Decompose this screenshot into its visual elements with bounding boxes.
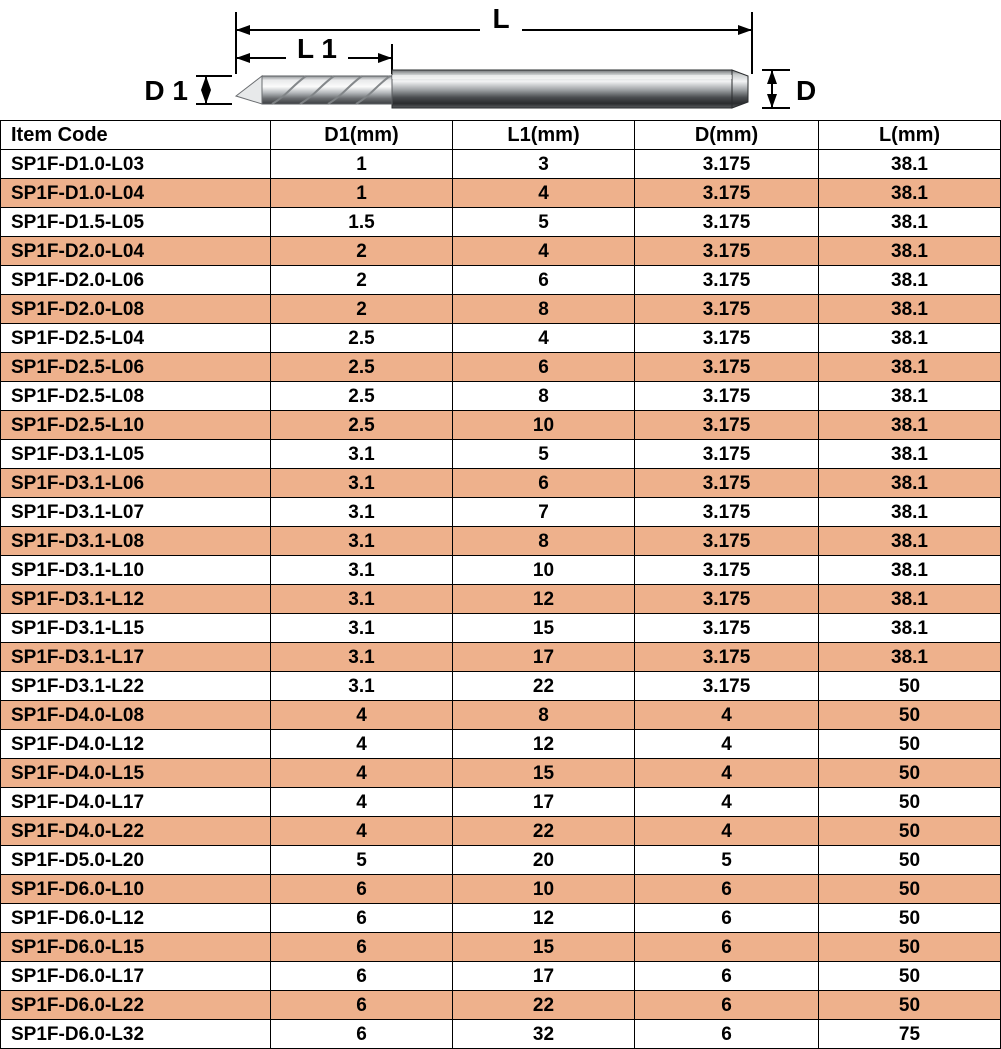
cell-value: 12 xyxy=(453,585,635,614)
cell-value: 38.1 xyxy=(819,237,1001,266)
cell-value: 4 xyxy=(271,759,453,788)
cell-item-code: SP1F-D3.1-L17 xyxy=(1,643,271,672)
cell-item-code: SP1F-D6.0-L22 xyxy=(1,991,271,1020)
cell-value: 12 xyxy=(453,904,635,933)
cell-value: 3.175 xyxy=(635,382,819,411)
cell-item-code: SP1F-D6.0-L10 xyxy=(1,875,271,904)
table-row xyxy=(1,730,1001,759)
cell-value: 2.5 xyxy=(271,353,453,382)
label-D1: D 1 xyxy=(144,75,188,106)
cell-value: 3.1 xyxy=(271,469,453,498)
cell-value: 3.1 xyxy=(271,498,453,527)
cell-value: 1 xyxy=(271,179,453,208)
cell-value: 3.175 xyxy=(635,324,819,353)
table-row xyxy=(1,585,1001,614)
cell-value: 75 xyxy=(819,1020,1001,1049)
cell-item-code: SP1F-D6.0-L17 xyxy=(1,962,271,991)
cell-value: 3.175 xyxy=(635,614,819,643)
cell-value: 3.1 xyxy=(271,614,453,643)
table-row xyxy=(1,1020,1001,1049)
cell-value: 4 xyxy=(635,817,819,846)
cell-value: 10 xyxy=(453,411,635,440)
cell-value: 3.175 xyxy=(635,266,819,295)
cell-value: 5 xyxy=(635,846,819,875)
cell-value: 22 xyxy=(453,672,635,701)
table-row xyxy=(1,324,1001,353)
cell-item-code: SP1F-D2.0-L06 xyxy=(1,266,271,295)
cell-value: 3.175 xyxy=(635,150,819,179)
table-row xyxy=(1,701,1001,730)
cell-item-code: SP1F-D3.1-L10 xyxy=(1,556,271,585)
cell-value: 8 xyxy=(453,701,635,730)
table-row xyxy=(1,266,1001,295)
table-header xyxy=(1,121,1001,150)
cell-item-code: SP1F-D2.5-L06 xyxy=(1,353,271,382)
cell-value: 38.1 xyxy=(819,324,1001,353)
cell-value: 7 xyxy=(453,498,635,527)
cell-value: 2 xyxy=(271,295,453,324)
cell-value: 4 xyxy=(453,324,635,353)
cell-value: 6 xyxy=(453,353,635,382)
cell-value: 4 xyxy=(453,179,635,208)
cell-value: 6 xyxy=(635,933,819,962)
table-row xyxy=(1,846,1001,875)
cell-item-code: SP1F-D3.1-L08 xyxy=(1,527,271,556)
cell-value: 38.1 xyxy=(819,150,1001,179)
cell-value: 6 xyxy=(635,875,819,904)
table-row xyxy=(1,469,1001,498)
cell-value: 50 xyxy=(819,991,1001,1020)
cell-value: 3.175 xyxy=(635,672,819,701)
cell-value: 6 xyxy=(635,904,819,933)
cell-value: 3.175 xyxy=(635,353,819,382)
cell-value: 3.1 xyxy=(271,672,453,701)
cell-value: 50 xyxy=(819,875,1001,904)
cell-value: 38.1 xyxy=(819,382,1001,411)
cell-item-code: SP1F-D2.5-L04 xyxy=(1,324,271,353)
cell-item-code: SP1F-D2.5-L08 xyxy=(1,382,271,411)
cell-value: 2.5 xyxy=(271,382,453,411)
cell-value: 38.1 xyxy=(819,179,1001,208)
cell-value: 12 xyxy=(453,730,635,759)
table-row xyxy=(1,875,1001,904)
cell-value: 4 xyxy=(271,788,453,817)
cell-value: 17 xyxy=(453,643,635,672)
table-row xyxy=(1,759,1001,788)
table-row xyxy=(1,411,1001,440)
cell-value: 50 xyxy=(819,933,1001,962)
cell-value: 38.1 xyxy=(819,208,1001,237)
cell-value: 3 xyxy=(453,150,635,179)
cell-item-code: SP1F-D3.1-L07 xyxy=(1,498,271,527)
cell-value: 4 xyxy=(635,788,819,817)
cell-value: 5 xyxy=(453,208,635,237)
column-header-d: D(mm) xyxy=(635,121,819,150)
cell-item-code: SP1F-D2.0-L08 xyxy=(1,295,271,324)
cell-item-code: SP1F-D4.0-L15 xyxy=(1,759,271,788)
cell-value: 8 xyxy=(453,527,635,556)
cell-value: 4 xyxy=(635,759,819,788)
cell-value: 3.175 xyxy=(635,179,819,208)
table-header-row xyxy=(1,121,1001,150)
table-row xyxy=(1,614,1001,643)
cell-value: 8 xyxy=(453,382,635,411)
cell-value: 4 xyxy=(271,817,453,846)
cell-value: 38.1 xyxy=(819,295,1001,324)
cell-value: 38.1 xyxy=(819,614,1001,643)
cell-value: 2 xyxy=(271,266,453,295)
table-row xyxy=(1,353,1001,382)
specification-table xyxy=(0,120,1001,1049)
cell-value: 8 xyxy=(453,295,635,324)
table-row xyxy=(1,237,1001,266)
table-row xyxy=(1,991,1001,1020)
cell-value: 6 xyxy=(271,991,453,1020)
cell-item-code: SP1F-D3.1-L15 xyxy=(1,614,271,643)
cell-value: 38.1 xyxy=(819,353,1001,382)
cell-value: 3.175 xyxy=(635,237,819,266)
table-row xyxy=(1,788,1001,817)
table-row xyxy=(1,150,1001,179)
cell-item-code: SP1F-D3.1-L12 xyxy=(1,585,271,614)
cell-value: 50 xyxy=(819,672,1001,701)
cell-value: 38.1 xyxy=(819,585,1001,614)
cell-value: 3.175 xyxy=(635,208,819,237)
tool-body xyxy=(236,70,748,108)
column-header-item-code: Item Code xyxy=(1,121,271,150)
table-body xyxy=(1,150,1001,1049)
cell-value: 3.175 xyxy=(635,643,819,672)
cell-value: 1.5 xyxy=(271,208,453,237)
cell-value: 3.1 xyxy=(271,585,453,614)
cell-value: 50 xyxy=(819,730,1001,759)
cell-value: 10 xyxy=(453,556,635,585)
cell-value: 3.1 xyxy=(271,440,453,469)
cell-value: 50 xyxy=(819,788,1001,817)
cell-value: 3.1 xyxy=(271,556,453,585)
cell-item-code: SP1F-D5.0-L20 xyxy=(1,846,271,875)
cell-value: 38.1 xyxy=(819,469,1001,498)
cell-item-code: SP1F-D3.1-L05 xyxy=(1,440,271,469)
table-row xyxy=(1,933,1001,962)
cell-value: 32 xyxy=(453,1020,635,1049)
cell-value: 3.175 xyxy=(635,469,819,498)
column-header-l: L(mm) xyxy=(819,121,1001,150)
table-row xyxy=(1,498,1001,527)
cell-item-code: SP1F-D4.0-L22 xyxy=(1,817,271,846)
cell-value: 50 xyxy=(819,701,1001,730)
cell-value: 38.1 xyxy=(819,498,1001,527)
table-row xyxy=(1,527,1001,556)
cell-item-code: SP1F-D1.0-L03 xyxy=(1,150,271,179)
cell-value: 50 xyxy=(819,817,1001,846)
cell-item-code: SP1F-D6.0-L32 xyxy=(1,1020,271,1049)
cell-value: 38.1 xyxy=(819,266,1001,295)
diagram-svg xyxy=(0,0,1000,120)
cell-value: 3.175 xyxy=(635,411,819,440)
cell-value: 15 xyxy=(453,614,635,643)
cell-value: 15 xyxy=(453,933,635,962)
cell-value: 3.175 xyxy=(635,556,819,585)
cell-item-code: SP1F-D2.0-L04 xyxy=(1,237,271,266)
cell-value: 6 xyxy=(635,962,819,991)
cell-value: 38.1 xyxy=(819,440,1001,469)
cell-value: 22 xyxy=(453,817,635,846)
cell-value: 1 xyxy=(271,150,453,179)
table-row xyxy=(1,643,1001,672)
cell-value: 3.1 xyxy=(271,643,453,672)
cell-value: 5 xyxy=(271,846,453,875)
cell-item-code: SP1F-D4.0-L08 xyxy=(1,701,271,730)
cell-value: 4 xyxy=(635,701,819,730)
tool-dimension-diagram xyxy=(0,0,1000,120)
cell-value: 5 xyxy=(453,440,635,469)
cell-value: 3.175 xyxy=(635,498,819,527)
cell-value: 4 xyxy=(635,730,819,759)
table-row xyxy=(1,208,1001,237)
cell-value: 50 xyxy=(819,904,1001,933)
label-D: D xyxy=(796,75,817,106)
table-row xyxy=(1,904,1001,933)
cell-value: 50 xyxy=(819,759,1001,788)
cell-value: 3.175 xyxy=(635,585,819,614)
column-header-d1: D1(mm) xyxy=(271,121,453,150)
label-L1: L 1 xyxy=(297,33,337,64)
cell-value: 6 xyxy=(635,991,819,1020)
column-header-l1: L1(mm) xyxy=(453,121,635,150)
cell-item-code: SP1F-D6.0-L12 xyxy=(1,904,271,933)
cell-value: 2.5 xyxy=(271,411,453,440)
cell-item-code: SP1F-D3.1-L06 xyxy=(1,469,271,498)
cell-value: 20 xyxy=(453,846,635,875)
table-row xyxy=(1,295,1001,324)
cell-value: 3.175 xyxy=(635,295,819,324)
cell-value: 10 xyxy=(453,875,635,904)
cell-item-code: SP1F-D4.0-L17 xyxy=(1,788,271,817)
cell-value: 50 xyxy=(819,846,1001,875)
table-row xyxy=(1,817,1001,846)
cell-value: 17 xyxy=(453,962,635,991)
cell-value: 6 xyxy=(453,266,635,295)
cell-value: 4 xyxy=(271,701,453,730)
cell-value: 38.1 xyxy=(819,411,1001,440)
table-row xyxy=(1,672,1001,701)
cell-value: 6 xyxy=(271,875,453,904)
cell-item-code: SP1F-D3.1-L22 xyxy=(1,672,271,701)
cell-value: 6 xyxy=(635,1020,819,1049)
cell-value: 17 xyxy=(453,788,635,817)
table-row xyxy=(1,962,1001,991)
cell-item-code: SP1F-D1.0-L04 xyxy=(1,179,271,208)
cell-value: 4 xyxy=(453,237,635,266)
dimension-D xyxy=(762,70,816,108)
label-L: L xyxy=(492,3,510,34)
cell-value: 15 xyxy=(453,759,635,788)
dimension-D1 xyxy=(144,75,232,106)
cell-value: 6 xyxy=(271,962,453,991)
table-row xyxy=(1,179,1001,208)
cell-value: 38.1 xyxy=(819,556,1001,585)
cell-value: 6 xyxy=(271,933,453,962)
cell-value: 6 xyxy=(271,904,453,933)
cell-value: 38.1 xyxy=(819,527,1001,556)
cell-value: 38.1 xyxy=(819,643,1001,672)
cell-value: 3.175 xyxy=(635,440,819,469)
cell-value: 4 xyxy=(271,730,453,759)
cell-value: 22 xyxy=(453,991,635,1020)
cell-value: 3.175 xyxy=(635,527,819,556)
table-row xyxy=(1,382,1001,411)
cell-value: 6 xyxy=(453,469,635,498)
cell-value: 3.1 xyxy=(271,527,453,556)
cell-item-code: SP1F-D6.0-L15 xyxy=(1,933,271,962)
cell-value: 2 xyxy=(271,237,453,266)
cell-item-code: SP1F-D2.5-L10 xyxy=(1,411,271,440)
cell-item-code: SP1F-D4.0-L12 xyxy=(1,730,271,759)
table-row xyxy=(1,440,1001,469)
dimension-L1 xyxy=(236,33,392,74)
cell-value: 6 xyxy=(271,1020,453,1049)
table-row xyxy=(1,556,1001,585)
cell-value: 50 xyxy=(819,962,1001,991)
cell-item-code: SP1F-D1.5-L05 xyxy=(1,208,271,237)
cell-value: 2.5 xyxy=(271,324,453,353)
